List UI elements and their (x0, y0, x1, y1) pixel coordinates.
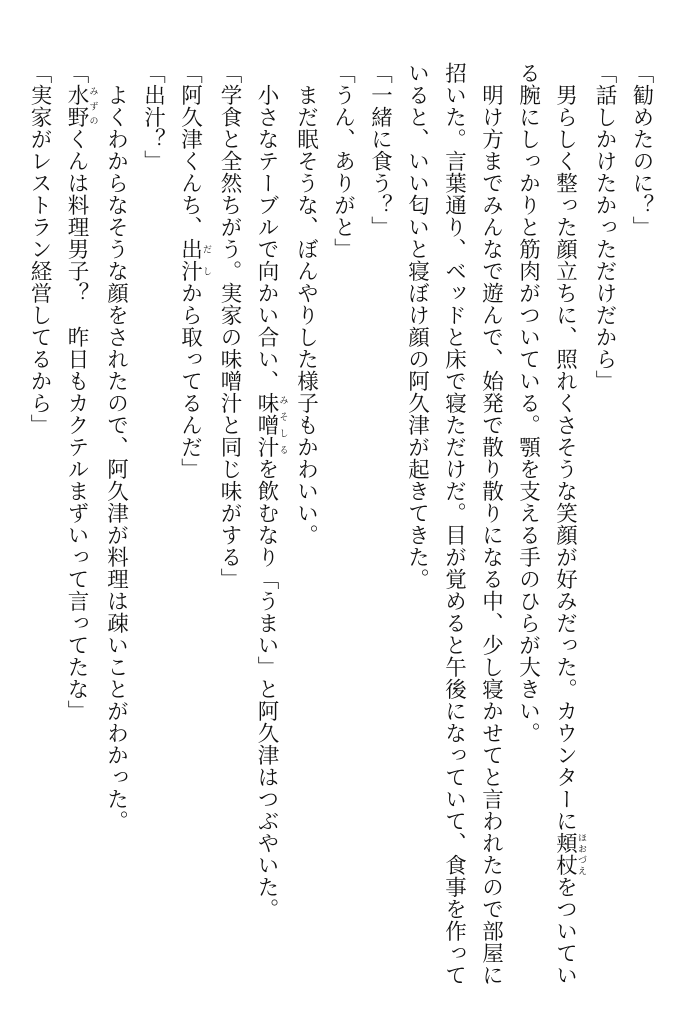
ruby-annotation (177, 238, 211, 282)
ruby-base: 水野 (64, 84, 89, 128)
text-line (473, 62, 510, 986)
text-line (172, 62, 212, 962)
text-segment: 「話しかけたかっただけだから」 (592, 62, 617, 392)
ruby-base: 味噌汁 (254, 391, 279, 458)
ruby-annotation (254, 391, 288, 458)
text-segment: 「一緒に食う？」 (367, 62, 393, 238)
text-segment: 「阿久津くんち、 (177, 62, 203, 238)
text-line (510, 62, 547, 962)
text-line (399, 62, 436, 962)
text-line (325, 62, 362, 962)
text-line (58, 62, 98, 962)
text-segment: をついてい (552, 875, 578, 986)
text-line (21, 62, 58, 962)
text-segment: 「うん、ありがと」 (330, 62, 356, 260)
ruby-reading: みずの (87, 84, 98, 128)
text-line (248, 62, 288, 962)
ruby-annotation (552, 831, 586, 876)
text-segment: 小さなテーブルで向かい合い、 (254, 83, 279, 392)
text-segment: る腕にしっかりと筋肉がついている。顎を支える手のひらが大きい。 (515, 62, 541, 744)
text-line (288, 62, 325, 962)
ruby-base: 頬杖 (552, 831, 578, 876)
text-line (98, 62, 135, 962)
text-line (547, 62, 587, 986)
text-line (623, 62, 660, 962)
text-line (436, 62, 473, 986)
text-segment: よくわからなそうな顔をされたので、阿久津が料理は疎いことがわかった。 (103, 83, 129, 832)
text-segment: 「勧めたのに？」 (629, 62, 654, 238)
text-segment: 「学食と全然ちがう。実家の味噌汁と同じ味がする」 (217, 62, 242, 590)
ruby-reading: みそしる (277, 391, 288, 458)
ruby-reading: だし (201, 238, 211, 282)
text-segment: を飲むなり「うまい」と阿久津はつぶやいた。 (254, 457, 279, 920)
text-segment: 「 (64, 62, 89, 84)
text-line (211, 62, 248, 962)
text-line (135, 62, 172, 962)
text-segment: 明け方までみんなで遊んで、始発で散り散りになる中、少し寝かせてと言われたので部屋に (478, 83, 504, 986)
ruby-reading: ほおづえ (576, 831, 586, 876)
text-segment: 「実家がレストラン経営してるから」 (27, 62, 52, 436)
text-line (362, 62, 399, 962)
text-segment: いると、いい匂いと寝ぼけ顔の阿久津が起きてきた。 (404, 62, 430, 590)
text-segment: まだ眠そうな、ぼんやりした様子もかわいい。 (293, 83, 319, 546)
text-segment: 招いた。言葉通り、ベッドと床で寝ただけだ。目が覚めると午後になっていて、食事を作って (441, 62, 467, 986)
text-segment: くんは料理男子？ 昨日もカクテルまずいって言ってたな」 (64, 128, 89, 722)
ruby-annotation (64, 84, 98, 128)
ruby-base: 出汁 (177, 238, 203, 282)
vertical-text-block (21, 62, 660, 986)
text-segment: から取ってるんだ」 (177, 282, 203, 480)
text-segment: 「出汁？」 (140, 62, 166, 172)
text-line (586, 62, 623, 962)
text-segment: 男らしく整った顔立ちに、照れくさそうな笑顔が好みだった。カウンターに (552, 83, 578, 832)
